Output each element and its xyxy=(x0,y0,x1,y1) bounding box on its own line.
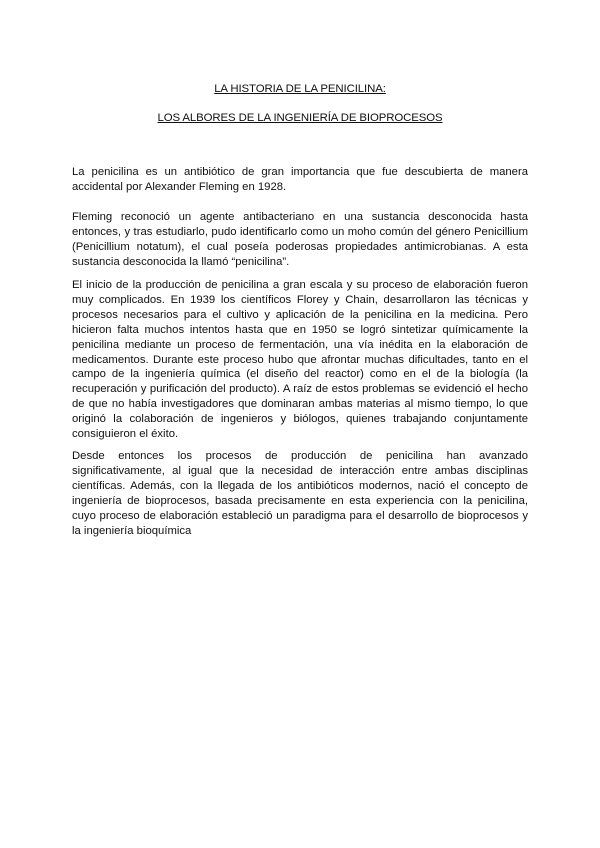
document-title: LA HISTORIA DE LA PENICILINA: xyxy=(214,83,386,95)
paragraph-discovery: Fleming reconoció un agente antibacteriano en una sustancia desconocida hasta entonces, y tras estudiarlo, pudo identificarlo como un moho común del género Penicillium (Penicillium notatum), el cual poseía poderosas propiedades antimicrobianas. A esta sustancia desconocida la llamó “penicilina”. xyxy=(72,211,528,268)
document-subtitle: LOS ALBORES DE LA INGENIERÍA DE BIOPROCESOS xyxy=(157,112,443,124)
paragraph-production: El inicio de la producción de penicilina a gran escala y su proceso de elaboración fueron muy complicados. En 1939 los científicos Florey y Chain, desarrollaron las técnicas y procesos necesarios para el cultivo y aplicación de la penicilina en la medicina. Pero hicieron falta muchos intentos hasta que en 1950 se logró sintetizar químicamente la penicilina mediante un proceso de fermentación, una vía inédita en la elaboración de medicamentos. Durante este proceso hubo que afrontar muchas dificultades, tanto en el campo de la ingeniería química (el diseño del reactor) como en el de la biología (la recuperación y purificación del producto). A raíz de estos problemas se evidenció el hecho de que no había investigadores que dominaran ambas materias al mismo tiempo, lo que originó la colaboración de ingenieros y biólogos, quienes trabajando conjuntamente consiguieron el éxito. xyxy=(72,279,528,441)
paragraph-intro: La penicilina es un antibiótico de gran importancia que fue descubierta de manera accidental por Alexander Fleming en 1928. xyxy=(72,166,528,193)
paragraph-bioprocess: Desde entonces los procesos de producción de penicilina han avanzado significativamente, al igual que la necesidad de interacción entre ambas disciplinas científicas. Además, con la llegada de los antibióticos modernos, nació el concepto de ingeniería de bioprocesos, basada precisamente en esta experiencia con la penicilina, cuyo proceso de elaboración estableció un paradigma para el desarrollo de bioprocesos y la ingeniería bioquímica xyxy=(72,450,528,537)
